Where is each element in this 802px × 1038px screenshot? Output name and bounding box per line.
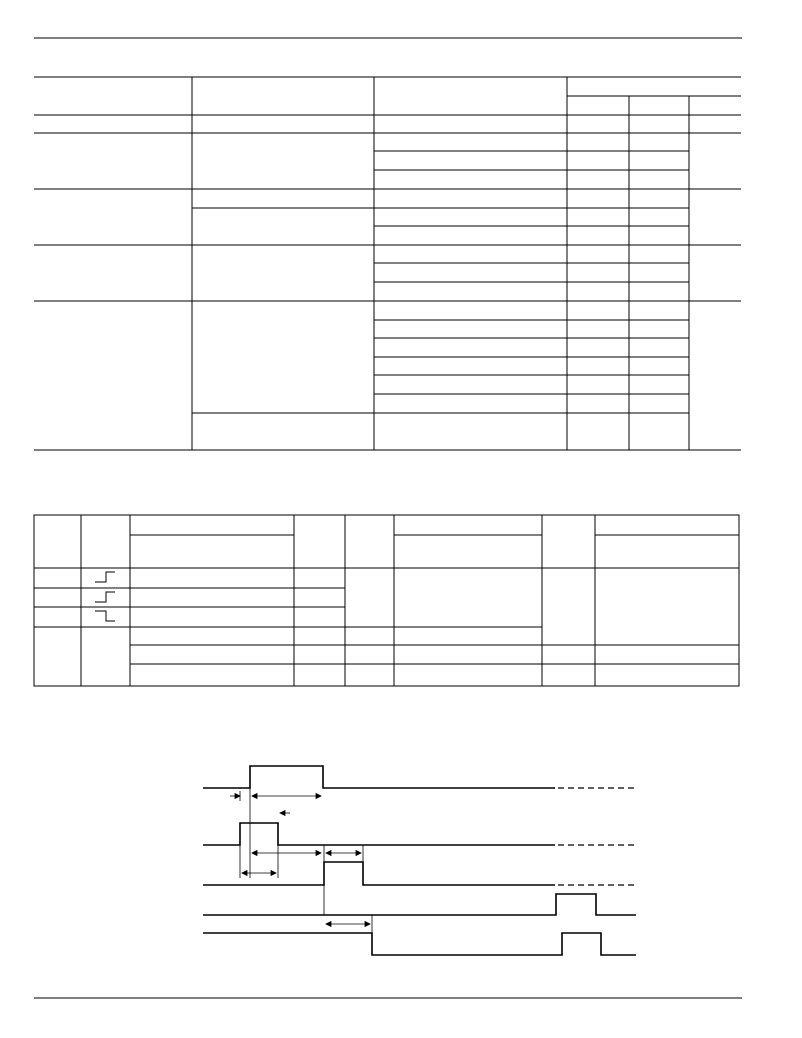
timing-dimension-arrows bbox=[230, 791, 370, 927]
rising-edge-icon bbox=[95, 592, 115, 602]
signal-5-waveform bbox=[203, 933, 636, 955]
timing-diagram bbox=[203, 766, 636, 955]
table-1-grid bbox=[34, 77, 741, 450]
falling-edge-icon bbox=[95, 611, 115, 621]
page-rules bbox=[34, 38, 742, 998]
rising-edge-icon bbox=[95, 572, 115, 582]
timing-reference-lines bbox=[240, 788, 372, 933]
signal-3-waveform bbox=[203, 862, 555, 885]
signal-1-waveform bbox=[203, 766, 555, 788]
signal-2-waveform bbox=[203, 823, 555, 845]
signal-4-waveform bbox=[203, 894, 636, 915]
table-2-grid bbox=[34, 515, 739, 686]
